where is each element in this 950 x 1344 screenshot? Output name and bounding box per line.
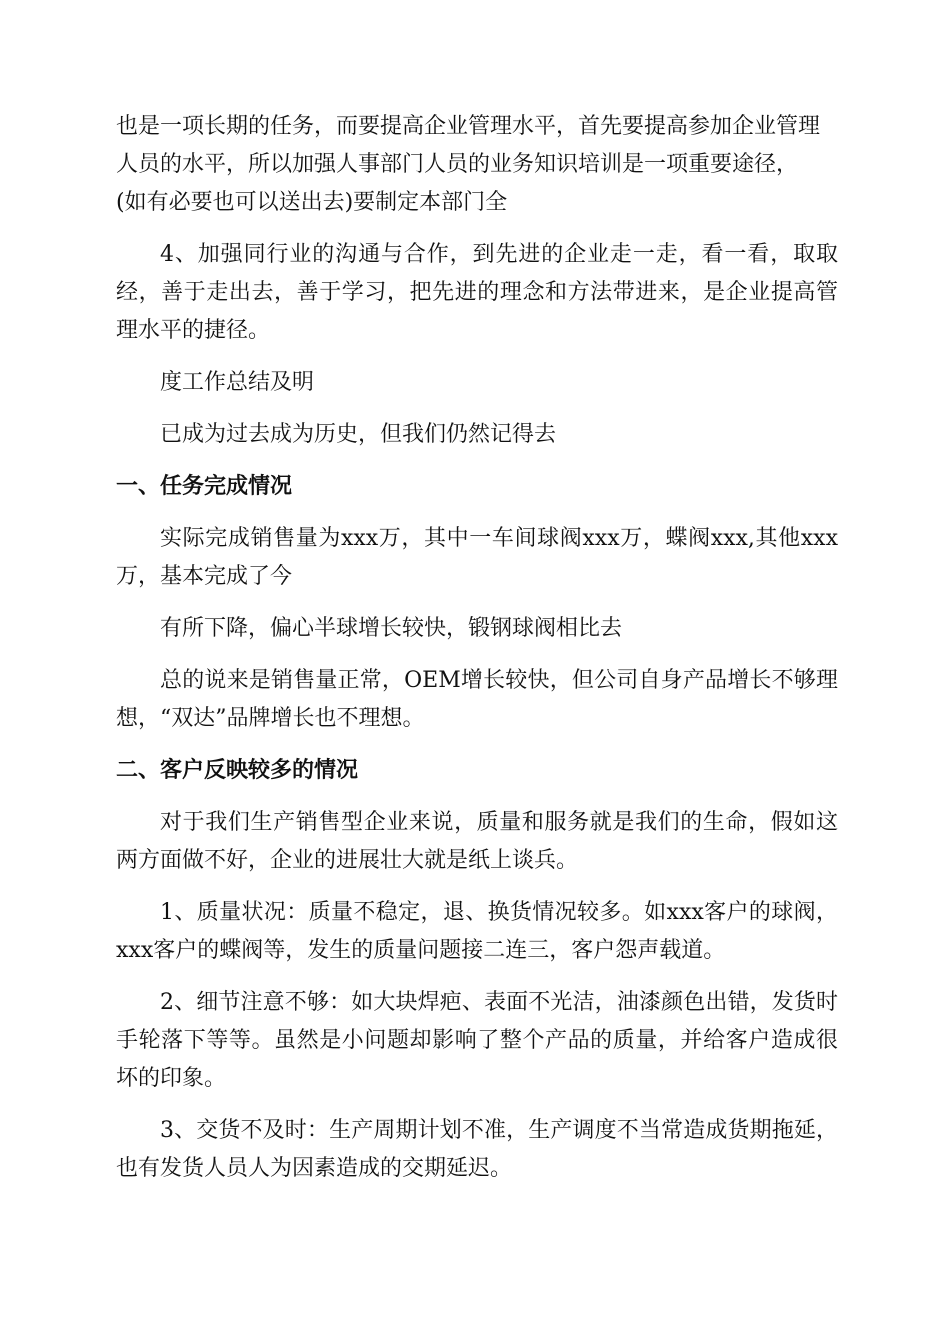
text-line: 也是一项长期的任务，而要提高企业管理水平，首先要提高参加企业管理 bbox=[116, 114, 821, 139]
text-line: (如有必要也可以送出去)要制定本部门全 bbox=[116, 190, 508, 215]
paragraph-detail-attention: 2、细节注意不够：如大块焊疤、表面不光洁，油漆颜色出错，发货时手轮落下等等。虽然是小问题却影响了整个产品的质量，并给客户造成很坏的印象。 bbox=[116, 990, 838, 1091]
paragraph-sales-decline: 有所下降，偏心半球增长较快，锻钢球阀相比去 bbox=[160, 616, 623, 641]
section-heading-task-completion: 一、任务完成情况 bbox=[116, 474, 293, 499]
document-body bbox=[116, 108, 838, 1202]
text-line: 人员的水平，所以加强人事部门人员的业务知识培训是一项重要途径， bbox=[116, 152, 799, 177]
paragraph-quality-service: 对于我们生产销售型企业来说，质量和服务就是我们的生命，假如这两方面做不好，企业的进展壮大就是纸上谈兵。 bbox=[116, 810, 838, 873]
paragraph-summary-title-fragment: 度工作总结及明 bbox=[160, 370, 315, 395]
paragraph-delivery-delay: 3、交货不及时：生产周期计划不准，生产调度不当常造成货期拖延，也有发货人员人为因素造成的交期延迟。 bbox=[116, 1118, 838, 1181]
paragraph-sales-overview: 总的说来是销售量正常，OEM增长较快，但公司自身产品增长不够理想，“双达”品牌增长也不理想。 bbox=[116, 668, 838, 731]
paragraph-quality-status: 1、质量状况：质量不稳定，退、换货情况较多。如xxx客户的球阀，xxx客户的蝶阀等，发生的质量问题接二连三，客户怨声载道。 bbox=[116, 900, 838, 963]
paragraph-industry-communication: 4、加强同行业的沟通与合作，到先进的企业走一走，看一看，取取经，善于走出去，善于学习，把先进的理念和方法带进来，是企业提高管理水平的捷径。 bbox=[116, 242, 838, 343]
paragraph-past-history: 已成为过去成为历史，但我们仍然记得去 bbox=[160, 422, 557, 447]
paragraph-sales-volume: 实际完成销售量为xxx万，其中一车间球阀xxx万，蝶阀xxx,其他xxx万，基本完成了今 bbox=[116, 526, 838, 589]
section-heading-customer-feedback: 二、客户反映较多的情况 bbox=[116, 758, 359, 783]
paragraph-management-training bbox=[116, 108, 838, 222]
